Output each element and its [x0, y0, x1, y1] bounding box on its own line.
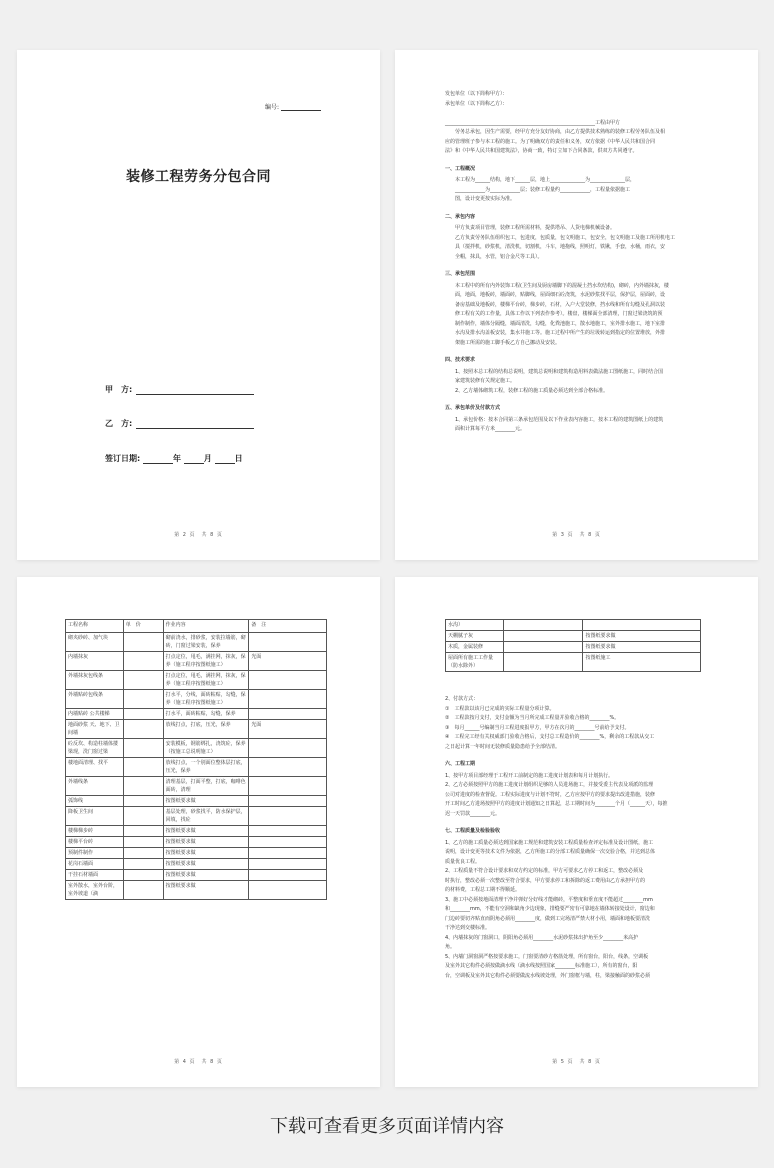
table-cell: 打点定位，甩毛，满挂网，抹灰，保养（施工程序按图纸施工）	[163, 652, 249, 671]
section-line: 质量优良工程。	[445, 858, 481, 865]
section-line: 迟一天罚款________元。	[445, 810, 501, 817]
section-heading: 三、承包范围	[445, 271, 476, 277]
section-line: 图，设计变更按实际为准。	[455, 196, 516, 202]
table-row	[446, 620, 701, 631]
party-a	[105, 384, 254, 395]
section-line: 门边砖要切齐贴直而阴角必须用________度，做到工完场清严禁大材小用，墙面和地板要清洗	[445, 915, 651, 922]
section-line: 制作制作，墙体分隔缝，墙面清洗，勾缝，化粪池施工，散水地施工，室外排水施工，地下室排	[455, 320, 666, 327]
month-label: 月	[203, 454, 212, 463]
section-line: ① 工程款以该月已完成的实际工程量分项计算。	[445, 705, 555, 712]
table-cell: 放线打点，一个别面位整体层打底，压光，保养	[163, 758, 249, 777]
section-line: 修工程有关的工作量，具体工作以下列表作参考）。楼盘，楼梯面全部清理，门窗过梁浇筑的预	[455, 311, 663, 317]
table-row	[66, 758, 327, 777]
section-line: 2、乙方必须按照甲方的施工进度计划组织足够的人员进场施工，并接受委主代表及项派的监理	[445, 782, 654, 788]
section-line: 干净达到交楼标准。	[445, 925, 491, 931]
table-row	[446, 642, 701, 653]
table-cell: 打水平，面砖粘贴，勾缝，保养	[163, 709, 249, 720]
table-cell	[123, 690, 163, 709]
table-cell	[249, 848, 327, 859]
party-b-line	[136, 428, 254, 429]
table-header-cell: 工程名称	[66, 620, 124, 633]
section-line: 台，空调板及室外其它构件必须要做流水线坡处理，外门窗框与墙，柱，梁接触面的砂浆必须	[445, 972, 651, 979]
year-blank	[143, 463, 173, 464]
table-cell	[123, 859, 163, 870]
table-cell: 按图纸要求做	[163, 859, 249, 870]
section-line: 之日起计算一年时间无装修质量隐患给予全部结清。	[445, 743, 561, 750]
table-cell: 按图纸要求做	[163, 870, 249, 881]
table-cell: 光面	[249, 720, 327, 739]
section-line: 4、内墙抹灰的门窗洞口，阴阳角必须用________水泥砂浆抹出护角至少________米高护	[445, 934, 639, 941]
section-line: 角。	[445, 944, 456, 950]
section-heading: 二、承包内容	[445, 213, 476, 220]
table-cell: 安装模板，钢筋绑扎，浇筑砼，保养（按施工总说明施工）	[163, 739, 249, 758]
page-terms	[395, 50, 758, 560]
section-line: 及室外其它构件必须按做滴水线（滴水线按照国家________标准施工），所有的窗台，阳	[445, 963, 638, 969]
table-row	[66, 826, 327, 837]
table-row	[66, 870, 327, 881]
table-cell: 室外散水，室外台阶，室外坡道（滴	[66, 881, 124, 900]
table-row	[66, 671, 327, 690]
document-title: 装修工程劳务分包合同	[126, 169, 271, 185]
table-cell: 降板卫生间	[66, 807, 124, 826]
section-line: 开工时间乙方进场按照甲方的进度计划通知之日算起，总工期时间为________个月（______天），每推	[445, 801, 668, 807]
table-cell	[249, 881, 327, 900]
section-line: 具（搅拌机，砂浆机，清洗机，切割机，斗车，地拖线，照明灯，铁锹，手套，水桶，雨衣，安	[455, 244, 666, 250]
table-cell: 外墙贴砖包线条	[66, 690, 124, 709]
section-line: 面积计算每平方米________元。	[455, 426, 526, 432]
section-line: 1、按照本总工程的结构总说明，建筑总说明和建筑构造用料表做法施工图纸施工，同时结合国	[455, 368, 664, 375]
section-line: ③ 每月______号编制当月工程进度报甲方，甲方在次月的________号前给予支付。	[445, 724, 630, 731]
intro-line: 发包单位（以下简称甲方）：	[445, 91, 508, 97]
table-cell	[123, 671, 163, 690]
table-row	[66, 739, 327, 758]
table-cell: 外墙抹灰包线条	[66, 671, 124, 690]
table-row	[66, 807, 327, 826]
table-cell: 按图纸施工	[583, 653, 701, 672]
section-line: 时执行，整改必须一次整改至符合要求，甲方要求停工和拆除的返工费用由乙方承担甲方的	[445, 877, 646, 884]
table-cell: 按图纸要求做	[163, 837, 249, 848]
table-cell: 弧饰线	[66, 796, 124, 807]
table-cell: 预制件制作	[66, 848, 124, 859]
table-cell	[249, 633, 327, 652]
table-cell	[503, 653, 583, 672]
table-header-cell: 作业内容	[163, 620, 249, 633]
section-line: 3、施工中必须按地面清理干净并弹好分好线才能砌砖，平整度和垂直度不能超过________mm	[445, 896, 653, 903]
contract-number-label: 编号:	[265, 104, 280, 111]
section-line: 公司对进度的检查督促。工程实际进度与计划不符时，乙方应按甲方的要求提出改进措施，装修	[445, 791, 656, 798]
table-cell	[123, 848, 163, 859]
table-cell: 按图纸要求做	[163, 848, 249, 859]
work-items-table	[65, 619, 327, 900]
table-cell: 打水平，分线，面砖粘贴，勾缝，保养（施工程序按图纸施工）	[163, 690, 249, 709]
table-cell: 楼梯平台砖	[66, 837, 124, 848]
table-cell	[123, 709, 163, 720]
section-line: 1、承包价格：按本合同第三条承包范围及以下作业表内容施工，按本工程的建筑图纸上的建筑	[455, 416, 664, 423]
table-cell: 按图纸要求做	[583, 642, 701, 653]
party-b	[105, 418, 254, 429]
table-header-cell: 单 价	[123, 620, 163, 633]
table-cell	[123, 807, 163, 826]
work-items-table-continued	[445, 619, 701, 672]
contract-number-line	[281, 110, 321, 111]
table-cell	[503, 620, 583, 631]
table-cell: 楼梯梯步砖	[66, 826, 124, 837]
intro-line: ____________________________________________________________工程由甲方	[445, 119, 621, 126]
day-blank	[215, 463, 235, 464]
terms-text	[445, 90, 718, 435]
party-a-label: 甲 方:	[105, 385, 133, 394]
table-row	[66, 709, 327, 720]
page-cover	[17, 50, 380, 560]
table-cell	[123, 739, 163, 758]
intro-line: 劳务总承包，因生产需要，经甲方充分友好协商，由乙方提供技术熟练的装修工程劳务队伍及相	[455, 129, 666, 135]
table-cell: 按图纸要求做	[583, 631, 701, 642]
table-cell: 砼反坎、构造柱墙体搂梁现，洗门窗过梁	[66, 739, 124, 758]
section-heading: 五、承包单价及付款方式	[445, 405, 501, 411]
month-blank	[184, 463, 204, 464]
section-heading: 六、工程工期	[445, 761, 476, 767]
table-cell	[249, 807, 327, 826]
spacer	[445, 109, 718, 119]
table-cell	[123, 777, 163, 796]
table-cell	[249, 859, 327, 870]
section-line: 5、内墙门洞窗洞严格按要求施工，门窗要清砂方格筋处理，所有窗台，阳台，线条，空调板	[445, 953, 649, 960]
intro-line: 承包单位（以下简称乙方）：	[445, 100, 508, 107]
table-row	[66, 848, 327, 859]
day-label: 日	[234, 454, 243, 463]
table-header-cell: 备 注	[249, 620, 327, 633]
table-row	[66, 796, 327, 807]
table-cell	[123, 633, 163, 652]
page-payment-terms	[395, 577, 758, 1087]
table-cell: 花岗石墙面	[66, 859, 124, 870]
table-row	[66, 777, 327, 796]
table-cell	[583, 620, 701, 631]
section-line: 水沟及排水沟盖板安装，集水井施工等。施工过程中所产生的垃圾转运到指定的位置堆放，外排	[455, 330, 666, 336]
table-cell	[123, 881, 163, 900]
section-line: 甲方负责项目管理，装修工程所需材料，提供塔吊、人货电梯机械设备。	[455, 225, 616, 231]
section-line: 2、乙方墙体砌筑工程，装修工程的施工质量必须达到全部合格标准。	[455, 387, 609, 394]
table-cell: 基层处理，砂浆找平，防水保护层，回填，找砼	[163, 807, 249, 826]
section-line: 面，地面，地板砖，墙面砖，贴脚线，屋面细石砼浇筑，水泥砂浆找平层，保护层，屋面砖，设	[455, 292, 666, 298]
table-row	[66, 633, 327, 652]
section-line: 乙方负责劳务队伍组织包工，包进度，包质量，包文明施工，包安全，包文明施工及施工所用机电工	[455, 234, 676, 241]
party-a-line	[136, 394, 254, 395]
table-cell: 砌夹砂砖、加气块	[66, 633, 124, 652]
table-cell: 木质，金属装修	[446, 642, 504, 653]
table-header-row	[66, 620, 327, 633]
table-cell	[123, 837, 163, 848]
table-cell: 按图纸要求做	[163, 881, 249, 900]
table-cell: 内墙抹灰	[66, 652, 124, 671]
section-line: 本工程为______结构，地下______层，地上______________为______________层，	[455, 177, 636, 183]
table-cell: 光面	[249, 652, 327, 671]
table-cell: 地面砂浆 天、地下、卫间墙	[66, 720, 124, 739]
page-number: 第 3 页 共 8 页	[552, 532, 601, 538]
table-cell	[123, 758, 163, 777]
table-cell: 干挂石材墙面	[66, 870, 124, 881]
page-number: 第 4 页 共 8 页	[174, 1059, 223, 1065]
table-row	[66, 881, 327, 900]
section-heading: 七、工程质量及检验验收	[445, 828, 501, 834]
footer-download-hint: 下载可查看更多页面详情内容	[270, 1116, 504, 1137]
table-cell	[123, 652, 163, 671]
section-line: 的材料费，工程总工期不得顺延。	[445, 887, 521, 893]
party-b-label: 乙 方:	[105, 419, 133, 428]
table-cell	[249, 671, 327, 690]
table-row	[446, 631, 701, 642]
table-row	[66, 859, 327, 870]
table-cell	[123, 826, 163, 837]
table-cell: 外墙线条	[66, 777, 124, 796]
section-heading: 一、工程概况	[445, 165, 476, 172]
section-line: ____________为____________层；装修工程量约____________，工程量依据施工	[455, 186, 631, 193]
table-cell: 天棚腻子灰	[446, 631, 504, 642]
table-cell	[249, 826, 327, 837]
table-cell: 放线打点，打底，压光，保养	[163, 720, 249, 739]
table-cell	[249, 777, 327, 796]
table-cell: 水沟）	[446, 620, 504, 631]
payment-text	[445, 695, 718, 981]
table-cell	[123, 720, 163, 739]
table-row	[66, 837, 327, 848]
table-row	[446, 653, 701, 672]
table-cell: 按图纸要求做	[163, 826, 249, 837]
section-heading: 四、技术要求	[445, 357, 476, 363]
section-line: 备房基础及地板砖，楼梯平台砖，梯步砖，石材，入户大堂装修，挡水线和所有勾缝及孔洞以装	[455, 301, 666, 308]
section-line: 和________mm，不能有空洞和缺角少边现象，排缝要严密有可靠地在墙体转接处设计，窗边和	[445, 906, 655, 912]
table-cell: 楼地面清理、找平	[66, 758, 124, 777]
sign-date-label: 签订日期:	[105, 454, 141, 463]
table-cell: 砌前浇水，排砂浆，安装拉墙筋，砌砖，门窗过梁安装，保养	[163, 633, 249, 652]
table-cell	[123, 870, 163, 881]
contract-number	[265, 102, 321, 111]
section-line: 说明，设计变更等技术文件为依据，乙方所施工的分部工程质量确保一次交验合格，并达到总体	[445, 849, 656, 855]
page-number: 第 2 页 共 8 页	[174, 532, 223, 538]
table-row	[66, 720, 327, 739]
table-cell: 清理基层，打面平整，打底，咖啡色面砖，清理	[163, 777, 249, 796]
table-row	[66, 652, 327, 671]
section-line: 1、乙方的施工质量必须达到国家施工规范和建筑安装工程质量检查评定标准及设计图纸，施工	[445, 839, 654, 846]
sign-date	[105, 453, 243, 464]
table-cell	[249, 758, 327, 777]
table-cell: 打点定位，甩毛，满挂网，抹灰，保养（施工程序按图纸施工）	[163, 671, 249, 690]
table-cell: 按图纸要求做	[163, 796, 249, 807]
table-cell	[503, 631, 583, 642]
intro-line: 法》和《中华人民共和国建筑法》，协商一致，特订立如下合同条款，供双方共同遵守。	[445, 148, 638, 154]
section-line: 2、工程质量不符合设计要求和双方约定的标准，甲方可要求乙方停工和返工，整改必须及	[445, 868, 644, 874]
table-cell	[249, 739, 327, 758]
table-cell	[249, 837, 327, 848]
intro-line: 应的管理班子参与本工程的施工。为了明确双方的责任和义务，双方依据《中华人民共和国合同	[445, 138, 656, 145]
table-row	[66, 690, 327, 709]
section-line: 全帽，抹具，水管，铝合金尺等工具）。	[455, 253, 543, 260]
section-line: 家建筑装修有关规定施工。	[455, 378, 516, 384]
section-line: ② 工程款按月支付，支付金额为当月所完成工程量并验收合格的________%。	[445, 715, 620, 721]
table-cell: 屋面所有施工工作量（防水除外）	[446, 653, 504, 672]
page-number: 第 5 页 共 8 页	[552, 1059, 601, 1065]
section-line: ④ 工程完工经有关权威部门验收合格后，支付总工程造价的________%，剩余的工程款从交工	[445, 734, 655, 740]
section-line: 本工程中的所有内外装饰工程(卫生间及厨房墙脚下的混凝土挡水坎结构)，砌砖，内外墙抹灰，楼	[455, 282, 669, 289]
page-work-table	[17, 577, 380, 1087]
table-cell	[249, 870, 327, 881]
table-cell	[249, 796, 327, 807]
section-line: 1、按甲方项目部经理于工程开工前制定的施工进度计划表和每月计划执行。	[445, 772, 614, 779]
table-cell	[503, 642, 583, 653]
table-cell	[249, 709, 327, 720]
section-line: 2、付款方式：	[445, 696, 479, 702]
table-cell	[123, 796, 163, 807]
year-label: 年	[173, 454, 181, 463]
table-cell: 内墙贴砖 公共楼梯	[66, 709, 124, 720]
table-cell	[249, 690, 327, 709]
section-line: 架施工所需的施工脚手板乙方自己挪动及安装。	[455, 339, 561, 346]
